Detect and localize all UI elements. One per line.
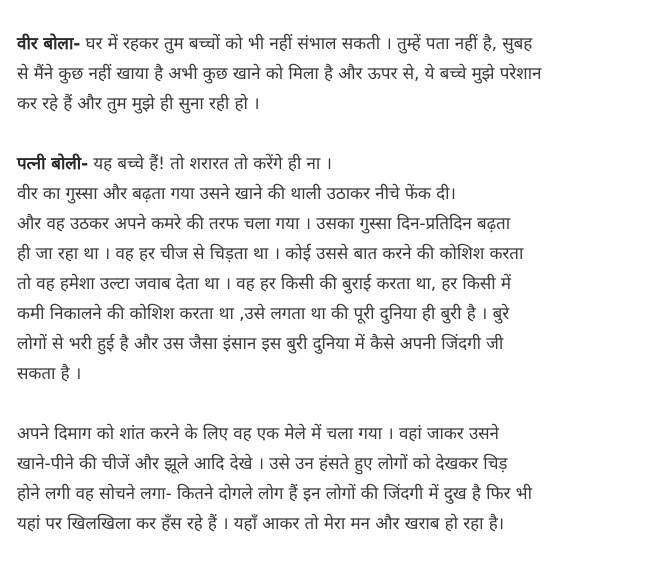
text-line: तो वह हमेशा उल्टा जवाब देता था । वह हर किसी की बुराई करता था, हर किसी में	[17, 274, 511, 294]
text-line: कमी निकालने की कोशिश करता था ,उसे लगता था की पूरी दुनिया ही बुरी है । बुरे	[17, 304, 510, 324]
paragraph-fair-visit	[17, 419, 657, 539]
text-line: से मैंने कुछ नहीं खाया है अभी कुछ खाने को मिला है और ऊपर से, ये बच्चे मुझे परेशान	[17, 64, 542, 84]
line-text: यह बच्चे हैं! तो शरारत तो करेंगे ही ना ।	[88, 154, 332, 174]
text-line: होने लगी वह सोचने लगा- कितने दोगले लोग हैं इन लोगों की जिंदगी में दुख है फिर भी	[17, 484, 532, 504]
text-line	[17, 149, 657, 179]
paragraph-veer-speech	[17, 29, 657, 119]
story-article	[17, 29, 657, 569]
text-line	[17, 29, 657, 59]
text-line: कर रहे हैं और तुम मुझे ही सुना रही हो ।	[17, 94, 260, 114]
text-line: सकता है ।	[17, 364, 82, 384]
paragraph-wife-speech	[17, 149, 657, 389]
text-line: लोगों से भरी हुई है और उस जैसा इंसान इस बुरी दुनिया में कैसे अपनी जिंदगी जी	[17, 334, 504, 354]
text-line: यहां पर खिलखिला कर हँस रहे हैं । यहाँ आकर तो मेरा मन और खराब हो रहा है।	[17, 514, 504, 534]
text-line: और वह उठकर अपने कमरे की तरफ चला गया । उसका गुस्सा दिन-प्रतिदिन बढ़ता	[17, 214, 511, 234]
line-text: घर में रहकर तुम बच्चों को भी नहीं संभाल सकती । तुम्हें पता नहीं है, सुबह	[80, 34, 533, 54]
text-line: वीर का गुस्सा और बढ़ता गया उसने खाने की थाली उठाकर नीचे फेंक दी।	[17, 184, 456, 204]
speaker-label: पत्नी बोली-	[17, 154, 89, 174]
text-line: खाने-पीने की चीजें और झूले आदि देखे । उसे उन हंसते हुए लोगों को देखकर चिड़	[17, 454, 508, 474]
speaker-label: वीर बोला-	[17, 34, 81, 54]
text-line: ही जा रहा था । वह हर चीज से चिड़ता था । कोई उससे बात करने की कोशिश करता	[17, 244, 524, 264]
text-line: अपने दिमाग को शांत करने के लिए वह एक मेले में चला गया । वहां जाकर उसने	[17, 424, 499, 444]
